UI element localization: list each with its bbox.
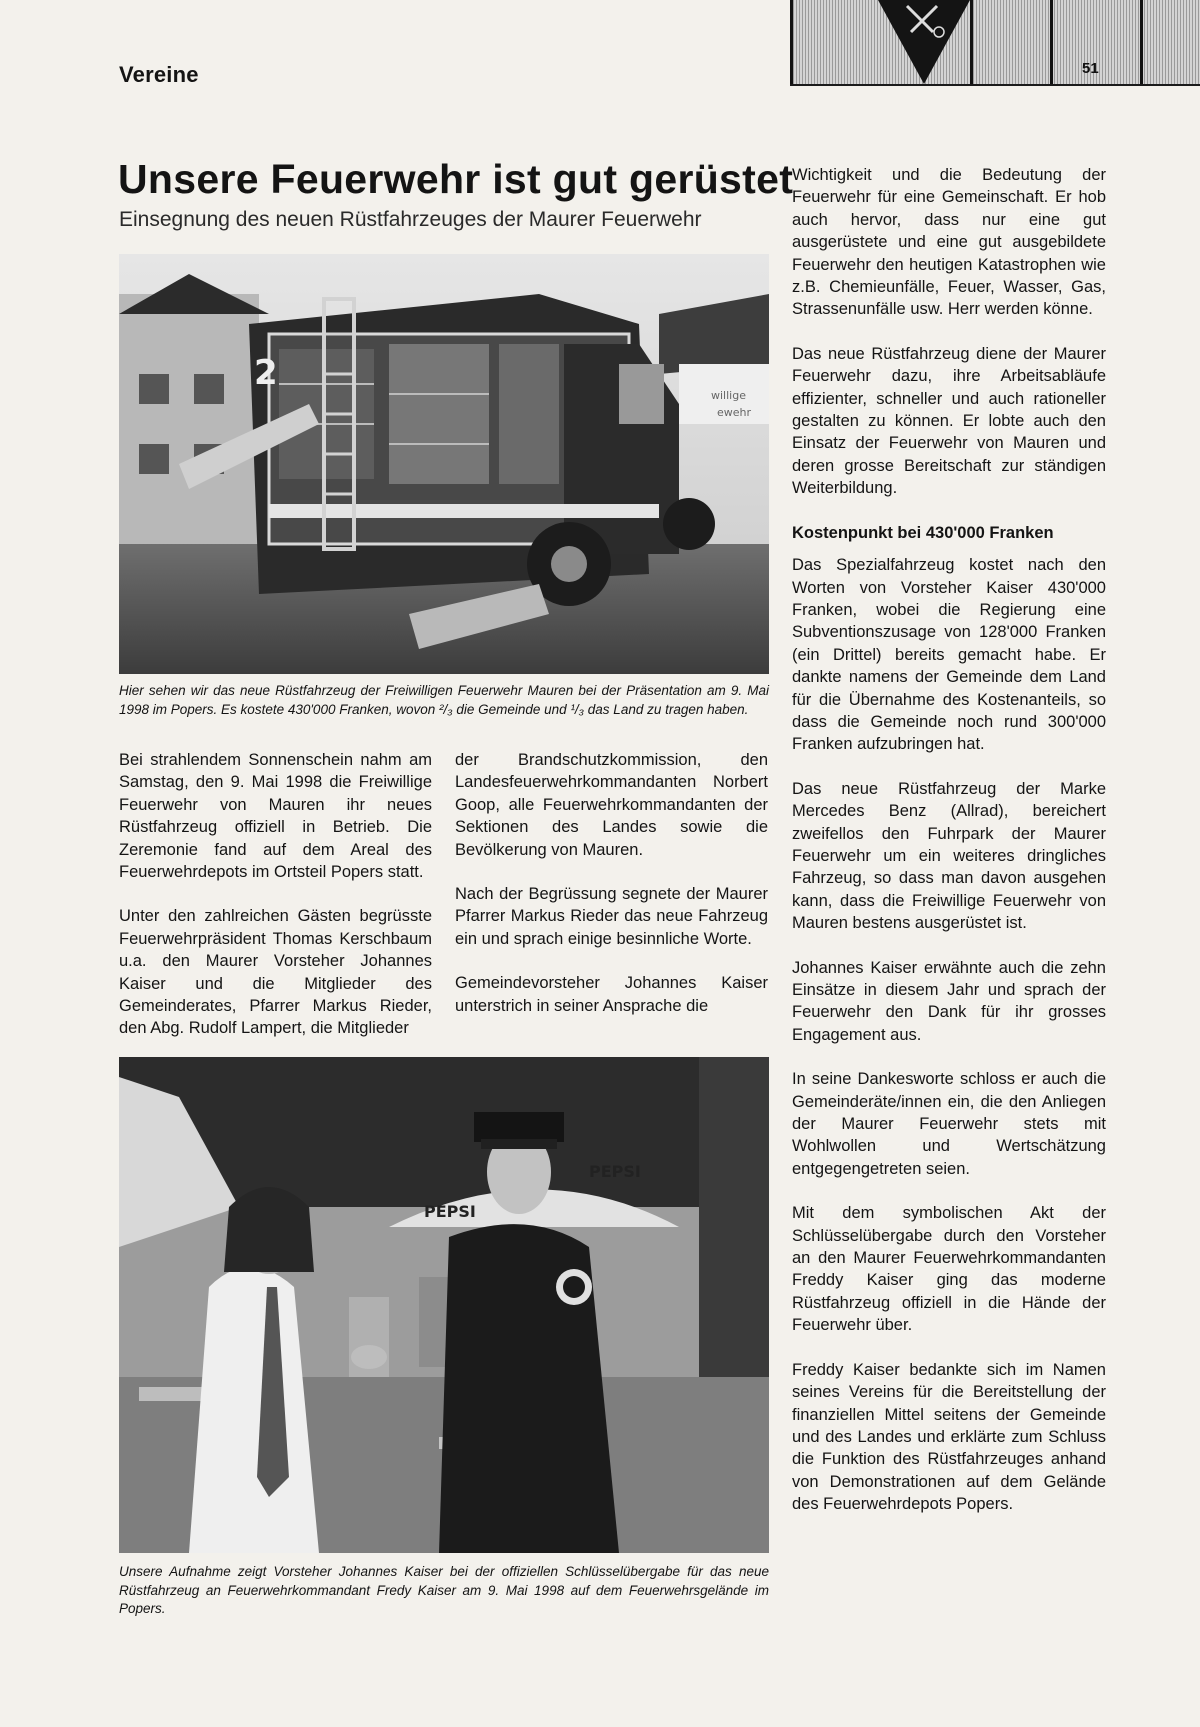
emblem-cell xyxy=(970,0,1059,84)
crossed-tools-icon xyxy=(897,2,951,42)
article-headline: Unsere Feuerwehr ist gut gerüstet xyxy=(118,156,794,202)
paragraph: Gemeindevorsteher Johannes Kaiser unterstrich in seiner Ansprache die xyxy=(455,974,768,1015)
emblem-cell xyxy=(790,0,879,84)
emblem-cell xyxy=(1140,0,1200,84)
key-handover-photo xyxy=(119,1057,769,1553)
paragraph: Das Spezialfahrzeug kostet nach den Worten von Vorsteher Kaiser 430'000 Franken, wobei die Regierung eine Subventionszusage von 128'000 Franken (ein Drittel) bereits gemacht habe. Er dankte namens der Gemeinde dem Land für die Übernahme des Kostenanteils, so dass die Gemeinde noch rund 300'000 Franken aufzubringen hat. xyxy=(792,556,1106,754)
umbrella-text-2: PEPSI xyxy=(589,1162,641,1181)
paragraph: Mit dem symbolischen Akt der Schlüsselübergabe durch den Vorsteher an den Maurer Feuerwehrkommandanten Freddy Kaiser ging das moderne Rüstfahrzeug offiziell in die Hände der Feuerwehr über. xyxy=(792,1204,1106,1335)
paragraph: Freddy Kaiser bedankte sich im Namen seines Vereins für die Bereitstellung der finanziellen Mittel seitens der Gemeinde und des Landes und erklärte zum Schluss die Funktion des Rüstfahrzeuges anhand von Demonstrationen auf dem Gelände des Feuerwehrdepots Popers. xyxy=(792,1360,1106,1514)
section-heading: Kostenpunkt bei 430'000 Franken xyxy=(792,523,1054,542)
vehicle-number: 2 xyxy=(254,353,278,393)
paragraph: Wichtigkeit und die Bedeutung der Feuerwehr für eine Gemeinschaft. Er hob auch hervor, dass nur eine gut ausgerüstete und eine gut ausgebildete Feuerwehr den heutigen Katastrophen wie z.B. Chemieunfälle, Feuer, Wasser, Gas, Strassenunfälle usw. Herr werden könne. xyxy=(792,166,1106,319)
paragraph: Unter den zahlreichen Gästen begrüsste Feuerwehrpräsident Thomas Kerschbaum u.a. den Maurer Vorsteher Johannes Kaiser und die Mitglieder des Gemeinderates, Pfarrer Markus Rieder, den Abg. Rudolf Lampert, die Mitglieder xyxy=(119,907,432,1038)
paragraph: Johannes Kaiser erwähnte auch die zehn Einsätze in diesem Jahr und sprach der Feuerwehr den Dank für ihr grosses Engagement aus. xyxy=(792,958,1106,1044)
article-subheadline: Einsegnung des neuen Rüstfahrzeuges der Maurer Feuerwehr xyxy=(119,208,702,231)
photo1-caption: Hier sehen wir das neue Rüstfahrzeug der Freiwilligen Feuerwehr Mauren bei der Präsentation am 9. Mai 1998 im Popers. Es kostete 430'000 Franken, wovon ²/₃ die Gemeinde und ¹/₃ das Land zu tragen haben. xyxy=(119,683,769,717)
header-emblem-bar xyxy=(790,0,1200,86)
umbrella-text-1: PEPSI xyxy=(424,1202,476,1221)
text-column-2 xyxy=(455,749,768,1039)
text-column-3 xyxy=(792,164,1106,1538)
text-column-1 xyxy=(119,749,432,1062)
paragraph: Das neue Rüstfahrzeug der Marke Mercedes Benz (Allrad), bereichert zweifellos den Fuhrpark der Maurer Feuerwehr um ein weiteres dringliches Fahrzeug, so dass man davon ausgehen kann, dass die Freiwillige Feuerwehr von Mauren bestens ausgerüstet ist. xyxy=(792,779,1106,933)
photo2-caption: Unsere Aufnahme zeigt Vorsteher Johannes Kaiser bei der offiziellen Schlüsselübergabe für das neue Rüstfahrzeug an Feuerwehrkommandant Fredy Kaiser am 9. Mai 1998 auf dem Feuerwehrsgelände im Popers. xyxy=(119,1564,769,1616)
photo-text-ewehr: ewehr xyxy=(717,406,752,419)
header-rule xyxy=(790,84,1200,86)
page-number: 51 xyxy=(1082,60,1099,77)
paragraph: der Brandschutzkommission, den Landesfeuerwehrkommandanten Norbert Goop, alle Feuerwehrkommandanten der Sektionen des Landes sowie die Bevölkerung von Mauren. xyxy=(455,751,768,859)
paragraph: In seine Dankesworte schloss er auch die Gemeinderäte/innen ein, die den Anliegen der Maurer Feuerwehr stets mit Wohlwollen und Wertschätzung entgegengetreten seien. xyxy=(792,1070,1106,1178)
paragraph: Nach der Begrüssung segnete der Maurer Pfarrer Markus Rieder das neue Fahrzeug ein und sprach einige besinnliche Worte. xyxy=(455,885,768,948)
paragraph: Bei strahlendem Sonnenschein nahm am Samstag, den 9. Mai 1998 die Freiwillige Feuerwehr von Mauren ihr neues Rüstfahrzeug offiziell in Betrieb. Die Zeremonie fand auf dem Areal des Feuerwehrdepots im Ortsteil Popers statt. xyxy=(119,751,432,882)
fire-truck-photo xyxy=(119,254,769,674)
section-label: Vereine xyxy=(119,62,199,87)
photo-text-willige: willige xyxy=(711,389,746,402)
paragraph: Das neue Rüstfahrzeug diene der Maurer Feuerwehr dazu, ihre Arbeitsabläufe effizienter, schneller und auch rationeller gestalten zu können. Er lobte auch den Einsatz der Feuerwehr von Mauren und deren grosse Bereitschaft zur ständigen Weiterbildung. xyxy=(792,344,1106,498)
